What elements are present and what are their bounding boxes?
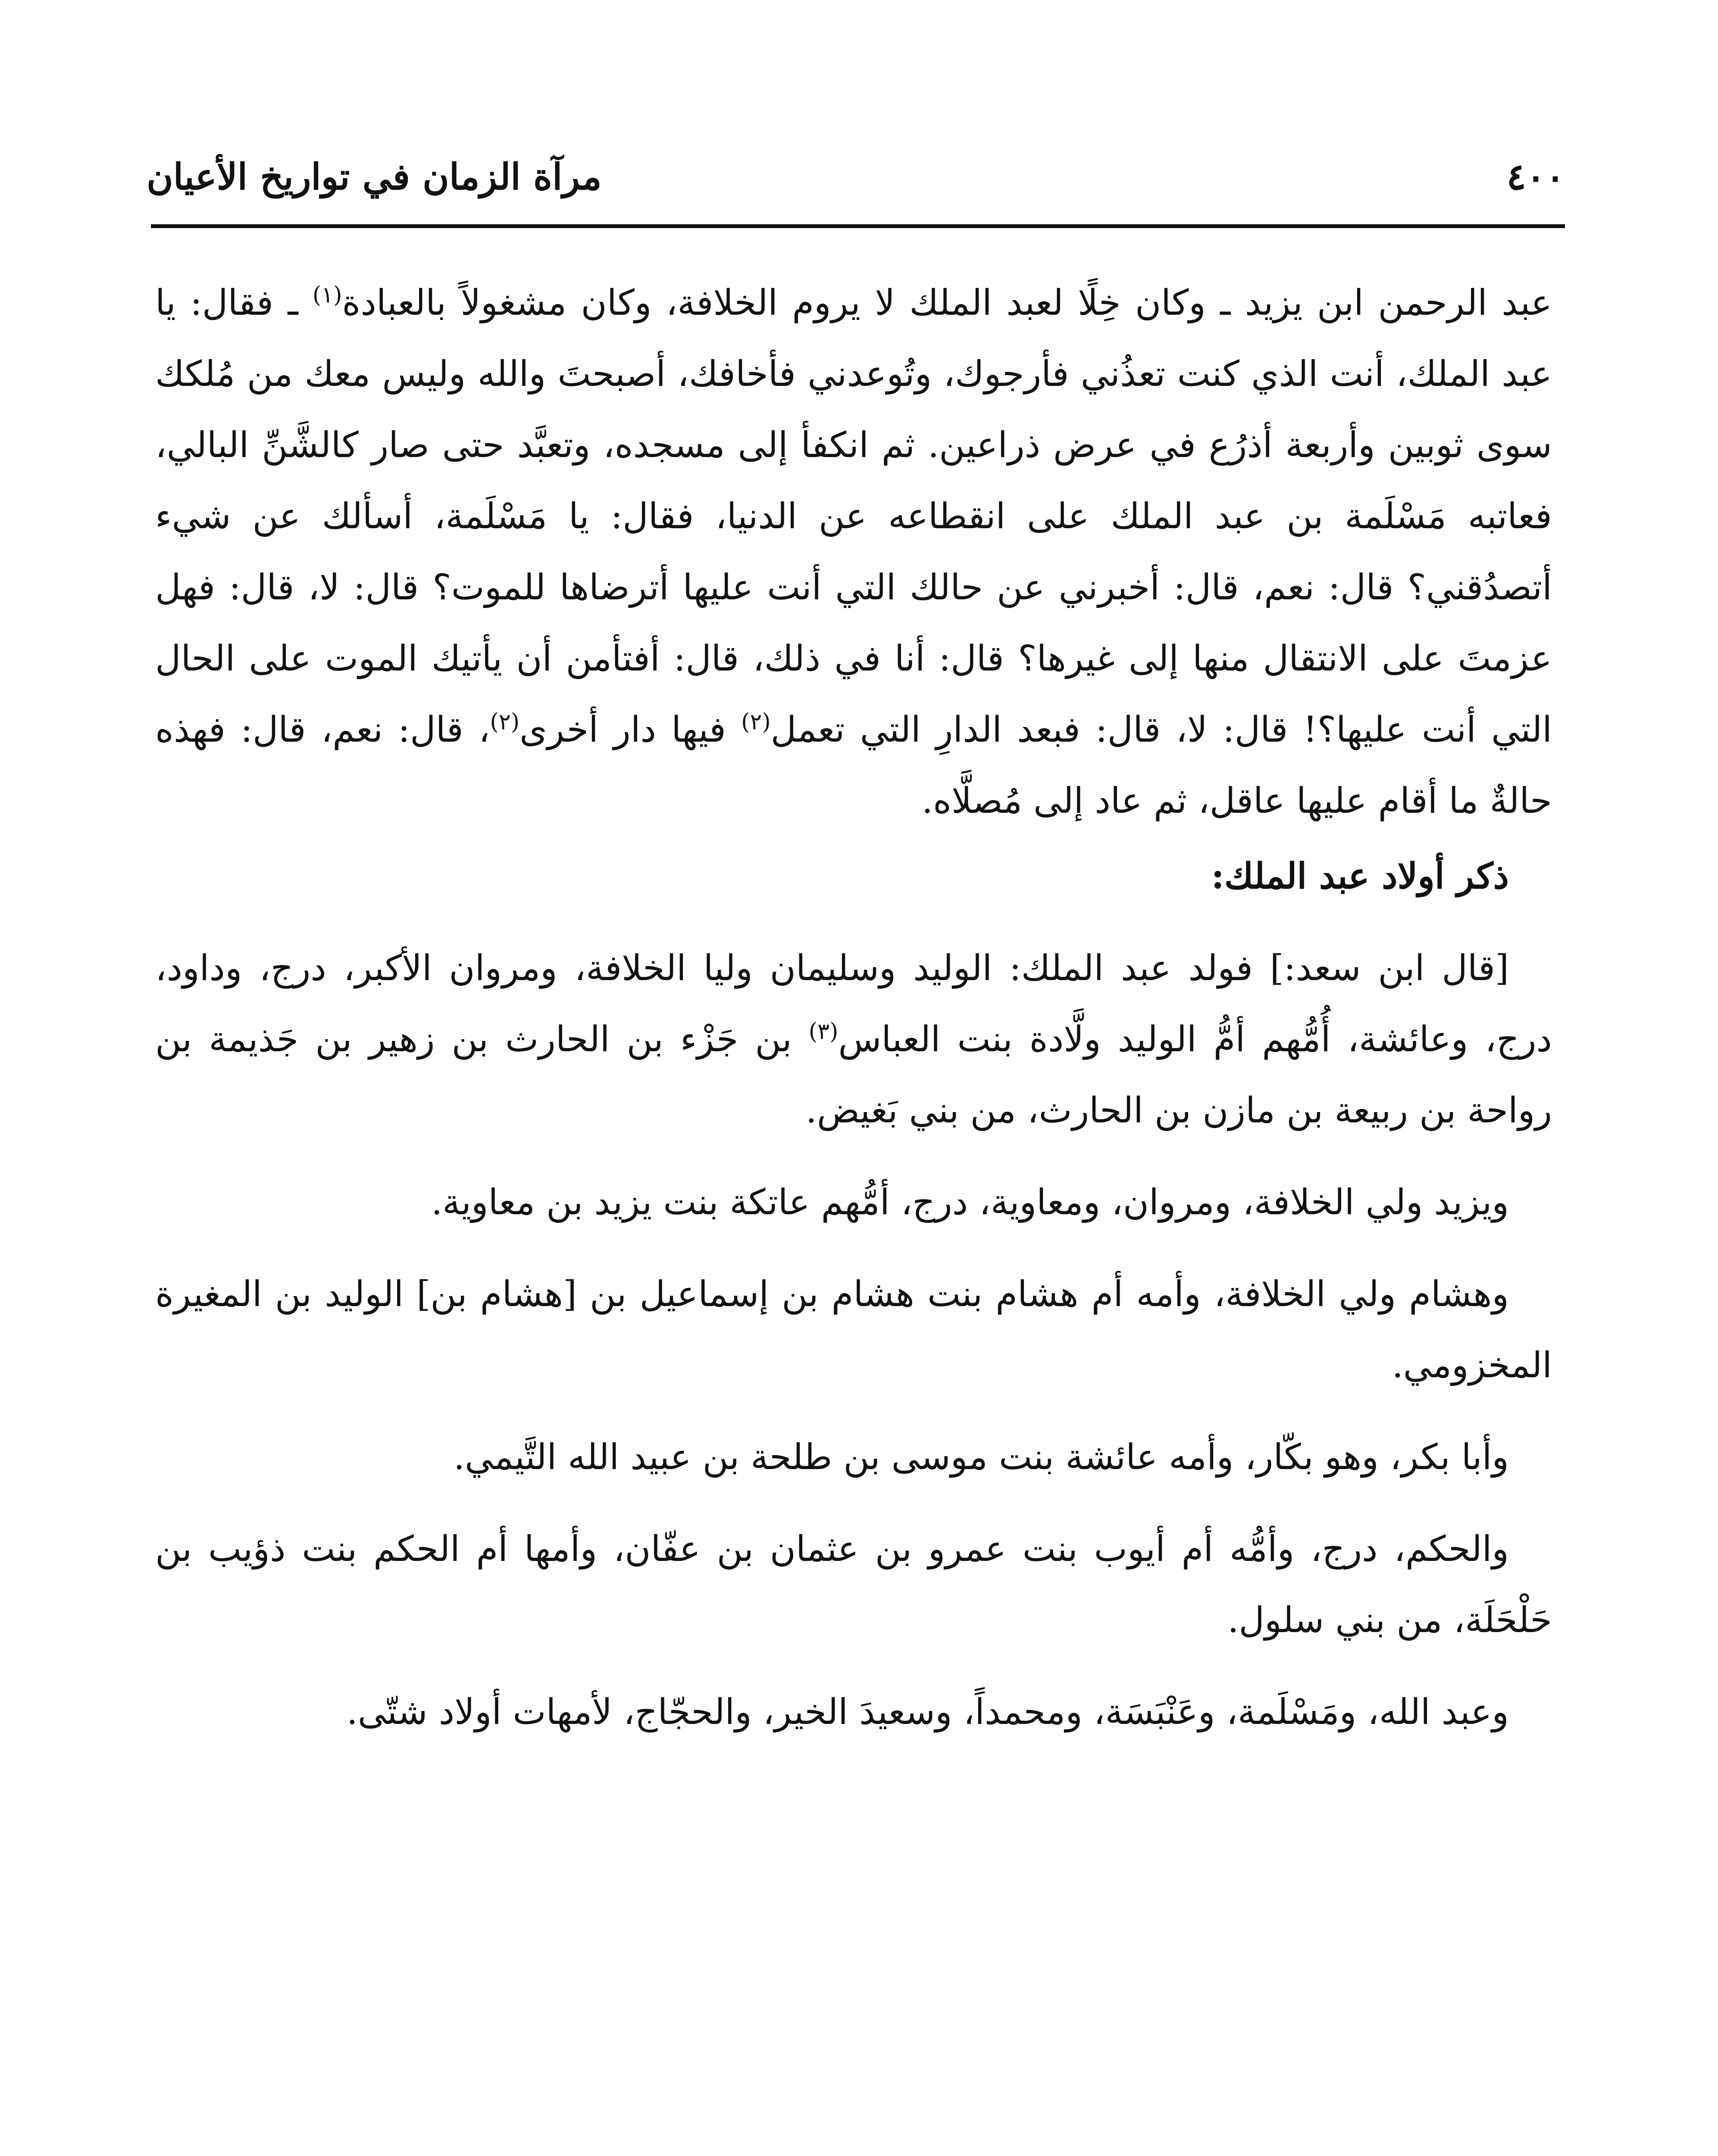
footnote-ref: (٢) <box>490 709 519 735</box>
paragraph: عبد الرحمن ابن يزيد ـ وكان خِلًا لعبد الملك لا يروم الخلافة، وكان مشغولاً بالعبادة$^{(١)}$ ـ فقال: يا عبد الملك، أنت الذي كنت تعذُني فأرجوك، وتُوعدني فأخافك، أصبحتَ والله وليس معك من مُلكك سوى ثوبين وأربعة أذرُع في عرض ذراعين. ثم انكفأ إلى مسجده، وتعبَّد حتى صار كالشَّنِّ البالي، فعاتبه مَسْلَمة بن عبد الملك على انقطاعه عن الدنيا، فقال: يا مَسْلَمة، أسألك عن شيء أتصدُقني؟ قال: نعم، قال: أخبرني عن حالك التي أنت عليها أترضاها للموت؟ قال: لا، قال: فهل عزمتَ على الانتقال منها إلى غيرها؟ قال: أنا في ذلك، قال: أفتأمن أن يأتيك الموت على الحال التي أنت عليها؟! قال: لا، قال: فبعد الدارِ التي تعمل$^{(٢)}$ فيها دار أخرى$^{(٢)}$، قال: نعم، قال: فهذه حالةٌ ما أقام عليها عاقل، ثم عاد إلى مُصلَّاه. <box>155 282 1552 821</box>
paragraph: وهشام ولي الخلافة، وأمه أم هشام بنت هشام بن إسماعيل بن [هشام بن] الوليد بن المغيرة المخزومي. <box>155 1274 1552 1386</box>
section-heading: ذكر أولاد عبد الملك: <box>1211 856 1509 897</box>
footnote-ref: (٣) <box>808 1018 839 1045</box>
main-text <box>155 267 1552 1748</box>
header-rule <box>151 224 1565 228</box>
footnote-ref: (١) <box>312 282 342 308</box>
footnote-ref: (٢) <box>741 709 771 735</box>
running-head <box>147 142 1565 207</box>
page-number: ٤٠٠ <box>1506 155 1565 198</box>
paragraph: والحكم، درج، وأمُّه أم أيوب بنت عمرو بن عثمان بن عفّان، وأمها أم الحكم بنت ذؤيب بن حَلْحَلَة، من بني سلول. <box>155 1529 1552 1641</box>
paragraph: وعبد الله، ومَسْلَمة، وعَنْبَسَة، ومحمداً، وسعيدَ الخير، والحجّاج، لأمهات أولاد شتّى. <box>346 1692 1509 1733</box>
paragraph: [قال ابن سعد:] فولد عبد الملك: الوليد وسليمان وليا الخلافة، ومروان الأكبر، درج، وداود، درج، وعائشة، أُمُّهم أمُّ الوليد ولَّادة بنت العباس$^{(٣)}$ بن جَزْء بن الحارث بن زهير بن جَذيمة بن رواحة بن ربيعة بن مازن بن الحارث، من بني بَغيض. <box>155 948 1552 1131</box>
paragraph: ويزيد ولي الخلافة، ومروان، ومعاوية، درج، أمُّهم عاتكة بنت يزيد بن معاوية. <box>431 1182 1509 1223</box>
paragraph: وأبا بكر، وهو بكّار، وأمه عائشة بنت موسى بن طلحة بن عبيد الله التَّيمي. <box>454 1437 1509 1478</box>
book-title: مرآة الزمان في تواريخ الأعيان <box>147 155 602 198</box>
